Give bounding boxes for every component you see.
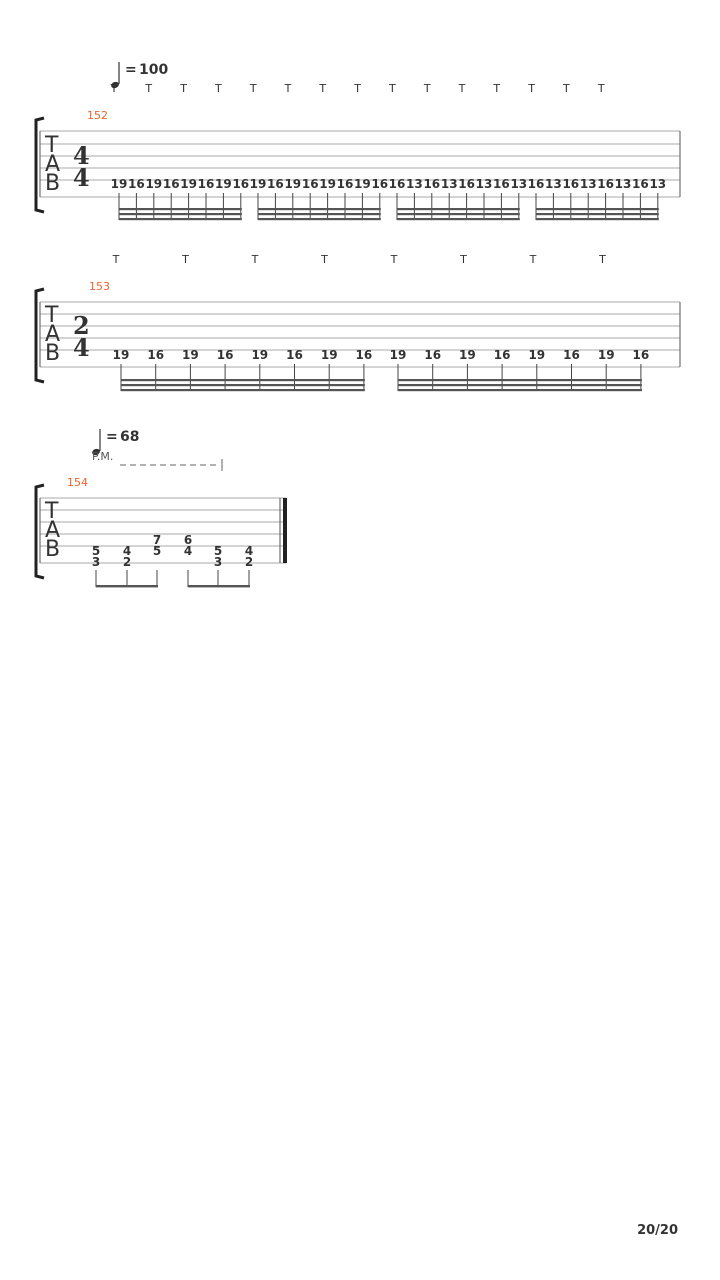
fret-number: 16 [493,348,511,362]
tap-marker: T [599,253,606,266]
tap-marker: T [182,253,189,266]
fret-number: 4 [122,544,132,558]
note-beam [397,208,520,210]
fret-number: 19 [320,348,338,362]
fret-number: 16 [562,177,580,191]
time-signature-bottom: 4 [73,333,90,362]
fret-number: 6 [183,533,193,547]
tap-marker: T [389,82,396,95]
fret-number: 7 [152,533,162,547]
system-154 [36,429,287,587]
tap-marker: T [423,82,431,95]
note-beam [398,384,642,386]
note-beam [119,208,242,210]
tab-letter-t: T [45,133,59,158]
tab-letter-t: T [45,499,59,524]
note-beam [398,389,642,391]
tap-marker: T [528,82,535,95]
note-beam [96,585,158,587]
tap-marker: T [493,82,501,95]
fret-number: 19 [389,348,407,362]
fret-number: 16 [128,177,145,191]
fret-number: 4 [244,544,254,558]
fret-number: 16 [458,177,475,191]
note-beam [121,384,365,386]
fret-number: 19 [182,348,199,362]
note-beam [121,389,365,391]
fret-number: 16 [301,177,319,191]
fret-number: 4 [183,544,193,558]
note-beam [119,218,242,220]
tap-marker: T [597,82,605,95]
tap-marker: T [460,253,467,266]
chord-group [92,533,253,587]
fret-number: 19 [459,348,476,362]
tap-marker: T [354,82,361,95]
tab-letter-a: A [45,322,61,347]
note-beam [258,213,381,215]
tap-marker: T [458,82,466,95]
fret-number: 16 [147,348,165,362]
fret-number: 2 [122,555,132,569]
tap-marker: T [563,82,570,95]
fret-number: 19 [112,348,130,362]
fret-number: 13 [545,177,562,191]
palm-mute-label: P.M. [92,450,114,463]
tap-marker: T [284,82,292,95]
fret-number: 3 [91,555,101,569]
fret-number: 13 [440,177,458,191]
system-153 [36,253,680,391]
fret-number: 16 [423,177,441,191]
fret-number: 16 [286,348,303,362]
fret-number: 16 [563,348,580,362]
fret-number: 16 [371,177,389,191]
tap-marker-row [110,82,605,95]
tap-marker: T [529,253,537,266]
tempo-equals: = [106,429,118,445]
tap-marker: T [249,82,257,95]
tempo-equals: = [125,62,137,78]
bar-number: 153 [89,280,110,293]
fret-number: 16 [388,177,406,191]
tap-marker-row [112,253,607,266]
tab-letter-b: B [45,341,61,366]
time-signature-top: 2 [73,311,90,340]
tap-marker: T [321,253,328,266]
fret-number: 19 [249,177,267,191]
fret-number: 19 [284,177,302,191]
system-152 [36,62,680,220]
fret-number: 13 [579,177,597,191]
tap-marker: T [251,253,259,266]
final-barline [283,498,287,563]
note-beam [536,218,659,220]
fret-number: 13 [475,177,493,191]
note-beam [121,379,365,381]
fret-number: 16 [527,177,545,191]
tap-marker: T [112,253,120,266]
tempo-value: 68 [120,429,140,445]
note-beam [258,208,381,210]
fret-number: 16 [336,177,354,191]
tap-marker: T [110,82,118,95]
fret-number: 13 [406,177,423,191]
tap-marker: T [180,82,187,95]
time-signature-bottom: 4 [73,163,90,192]
fret-number: 16 [267,177,284,191]
fret-number: 19 [528,348,546,362]
note-group [111,177,667,220]
fret-number: 16 [355,348,373,362]
fret-number: 16 [197,177,215,191]
tap-marker: T [145,82,153,95]
note-beam [397,213,520,215]
fret-number: 16 [424,348,442,362]
tab-letter-a: A [45,152,61,177]
tap-marker: T [319,82,327,95]
tab-letter-t: T [45,303,59,328]
note-beam [119,213,242,215]
fret-number: 19 [180,177,197,191]
note-beam [188,585,250,587]
note-beam [397,218,520,220]
fret-number: 16 [216,348,234,362]
fret-number: 5 [213,544,223,558]
note-beam [536,208,659,210]
note-beam [398,379,642,381]
palm-mute [92,450,222,471]
tap-marker: T [390,253,398,266]
fret-number: 16 [632,348,650,362]
fret-number: 5 [91,544,101,558]
bar-number: 152 [87,109,108,122]
tempo-marking [110,62,168,89]
note-beam [258,218,381,220]
fret-number: 19 [110,177,128,191]
tap-marker: T [215,82,222,95]
note-beam [536,213,659,215]
tab-letter-b: B [45,537,61,562]
bar-number: 154 [67,476,88,489]
fret-number: 16 [162,177,180,191]
tab-letter-b: B [45,171,61,196]
fret-number: 16 [632,177,649,191]
fret-number: 3 [213,555,223,569]
fret-number: 2 [244,555,254,569]
fret-number: 13 [649,177,667,191]
fret-number: 16 [597,177,614,191]
fret-number: 13 [510,177,528,191]
fret-number: 19 [215,177,232,191]
tab-letter-a: A [45,518,61,543]
fret-number: 5 [152,544,162,558]
fret-number: 19 [319,177,336,191]
note-group [113,348,650,391]
fret-number: 16 [232,177,250,191]
time-signature-top: 4 [73,141,90,170]
fret-number: 19 [354,177,371,191]
fret-number: 19 [145,177,163,191]
fret-number: 19 [597,348,615,362]
page-number: 20/20 [637,1223,678,1238]
fret-number: 16 [493,177,510,191]
fret-number: 13 [614,177,632,191]
fret-number: 19 [251,348,269,362]
tempo-value: 100 [139,62,169,78]
